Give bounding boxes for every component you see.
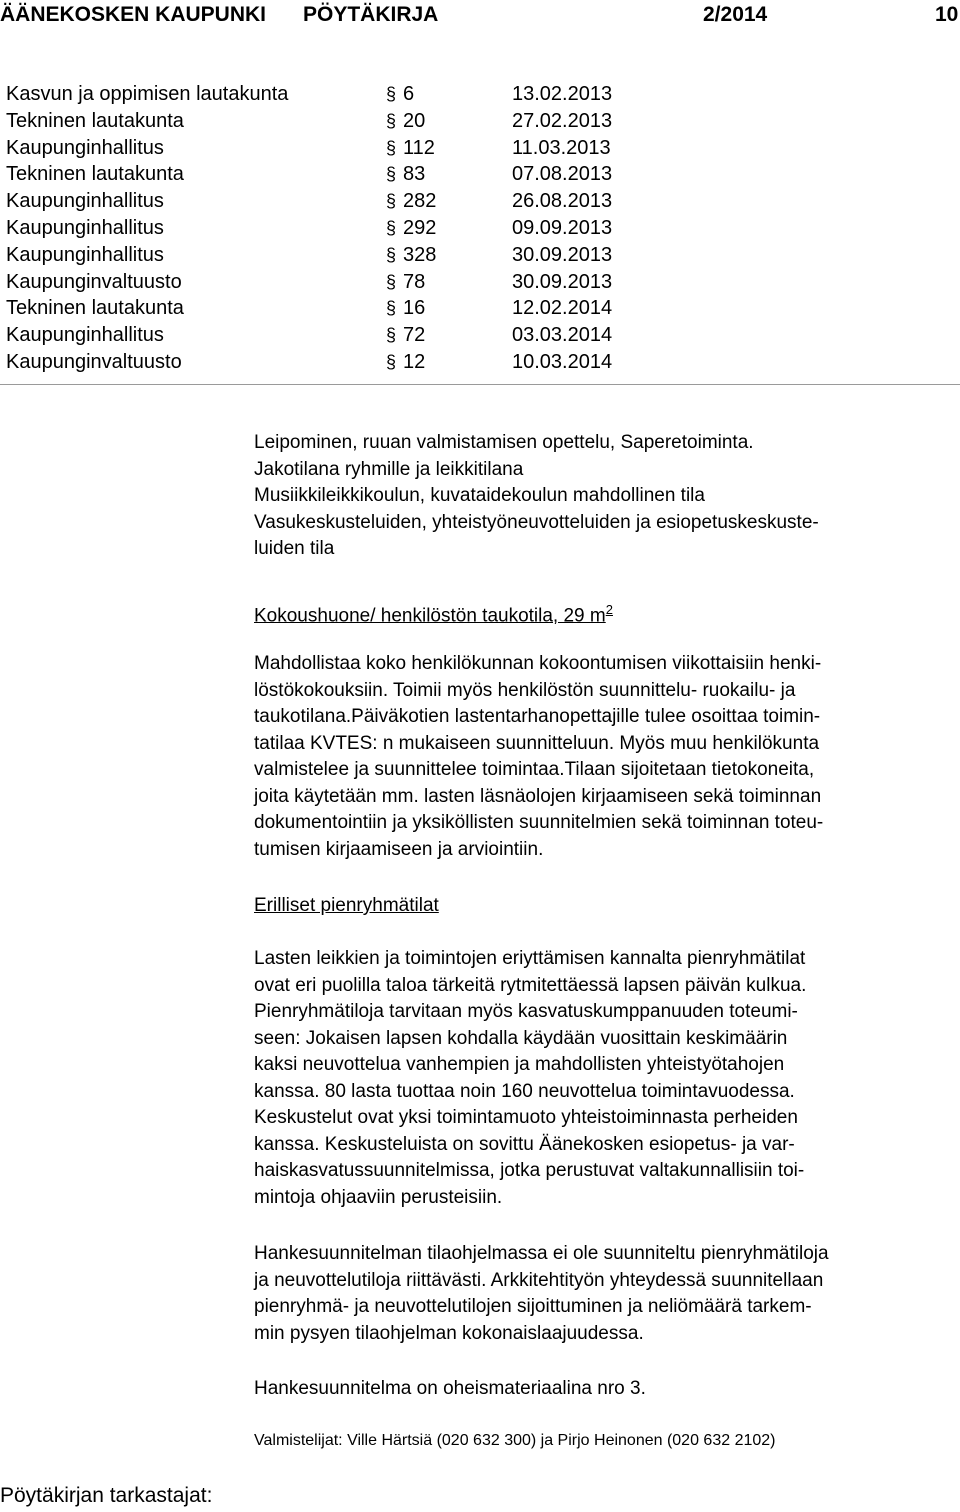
small-group-description — [254, 946, 960, 1211]
paragraph-line: ovat eri puolilla taloa tärkeitä rytmitettäessä lapsen päivän kulkua. — [254, 974, 807, 996]
history-section-number: 328 — [403, 243, 437, 266]
attachment-line: Hankesuunnitelma on oheismateriaalina nro 3. — [254, 1378, 646, 1399]
history-section-number: 20 — [403, 109, 426, 132]
paragraph-line: kaksi neuvottelua vanhempien ja mahdollisten yhteistyötahojen — [254, 1054, 785, 1075]
paragraph-line: Hankesuunnitelman tilaohjelmassa ei ole suunniteltu pienryhmätiloja — [254, 1243, 829, 1264]
paragraph-line: min pysyen tilaohjelman kokonaislaajuudessa. — [254, 1322, 644, 1344]
activity-list — [254, 430, 960, 563]
history-body: Kaupunginvaltuusto — [6, 270, 182, 293]
meeting-room-heading — [254, 597, 960, 630]
history-date: 30.09.2013 — [512, 243, 613, 266]
history-date: 27.02.2013 — [512, 109, 613, 132]
meeting-room-heading-text: Kokoushuone/ henkilöstön taukotila, 29 m — [254, 605, 606, 627]
paragraph-line: ja neuvottelutiloja riittävästi. Arkkitehtityön yhteydessä suunnitellaan — [254, 1269, 824, 1291]
paragraph-line: haiskasvatussuunnitelmissa, jotka perustuvat valtakunnallisiin toi- — [254, 1160, 805, 1181]
history-date: 26.08.2013 — [512, 190, 613, 213]
section-symbol: § — [386, 164, 397, 185]
paragraph-line: taukotilana.Päiväkotien lastentarhanopettajille tulee osoittaa toimin- — [254, 706, 821, 727]
history-row — [6, 188, 960, 215]
history-row — [6, 295, 960, 322]
paragraph-line: pienryhmä- ja neuvottelutilojen sijoittuminen ja neliömäärä tarkem- — [254, 1296, 812, 1317]
section-symbol: § — [386, 298, 397, 319]
history-section-number: 12 — [403, 350, 426, 373]
history-date: 12.02.2014 — [512, 297, 613, 320]
history-section-number: 6 — [403, 83, 415, 105]
minutes-checkers-label: Pöytäkirjan tarkastajat: — [0, 1484, 213, 1507]
history-section-number: 282 — [403, 190, 437, 213]
history-section-number: 16 — [403, 297, 426, 320]
history-date: 03.03.2014 — [512, 324, 613, 347]
section-symbol: § — [386, 110, 397, 131]
small-group-heading — [254, 893, 960, 920]
history-date: 07.08.2013 — [512, 163, 613, 186]
history-row — [6, 161, 960, 188]
paragraph-line: kanssa. Keskusteluista on sovittu Äänekosken esiopetus- ja var- — [254, 1133, 795, 1155]
history-row — [6, 108, 960, 135]
history-body: Tekninen lautakunta — [6, 163, 184, 186]
history-body: Tekninen lautakunta — [6, 297, 184, 320]
section-symbol: § — [386, 325, 397, 346]
city-name: ÄÄNEKOSKEN KAUPUNKI — [0, 3, 267, 26]
history-date: 30.09.2013 — [512, 270, 613, 293]
section-symbol: § — [386, 271, 397, 292]
section-symbol: § — [386, 217, 397, 238]
decision-history — [6, 81, 960, 376]
history-row — [6, 269, 960, 296]
paragraph-line: tumisen kirjaamiseen ja arviointiin. — [254, 838, 544, 860]
section-symbol: § — [386, 191, 397, 212]
history-row — [6, 242, 960, 269]
meeting-room-superscript: 2 — [605, 602, 613, 617]
section-symbol: § — [386, 84, 397, 104]
history-body: Kaupunginhallitus — [6, 243, 164, 266]
history-section-number: 72 — [403, 324, 426, 347]
paragraph-line: Lasten leikkien ja toimintojen eriyttämisen kannalta pienryhmätilat — [254, 948, 806, 969]
document-number: 2/2014 — [703, 3, 768, 26]
preparers-line: Valmistelijat: Ville Härtsiä (020 632 300) ja Pirjo Heinonen (020 632 2102) — [254, 1432, 776, 1449]
history-date: 11.03.2013 — [512, 136, 611, 159]
meeting-room-description — [254, 651, 960, 863]
history-body: Kasvun ja oppimisen lautakunta — [6, 83, 289, 105]
history-body: Kaupunginhallitus — [6, 136, 164, 159]
history-body: Kaupunginvaltuusto — [6, 350, 182, 373]
history-date: 09.09.2013 — [512, 216, 613, 239]
history-date: 10.03.2014 — [512, 350, 613, 373]
attachment-note — [254, 1376, 960, 1403]
page-number: 10 — [935, 3, 959, 26]
history-row — [6, 81, 960, 108]
history-body: Kaupunginhallitus — [6, 216, 164, 239]
paragraph-line: löstökokouksiin. Toimii myös henkilöstön suunnittelu- ruokailu- ja — [254, 679, 796, 701]
history-row — [6, 349, 960, 376]
history-date: 13.02.2013 — [512, 83, 613, 105]
history-row — [6, 215, 960, 242]
paragraph-line: kanssa. 80 lasta tuottaa noin 160 neuvottelua toimintavuodessa. — [254, 1080, 795, 1102]
section-symbol: § — [386, 244, 397, 265]
paragraph-line: mintoja ohjaaviin perusteisiin. — [254, 1186, 503, 1208]
list-line: Vasukeskusteluiden, yhteistyöneuvotteluiden ja esiopetuskeskuste- — [254, 511, 819, 533]
paragraph-line: valmistelee ja suunnittelee toimintaa.Tilaan sijoitetaan tietokoneita, — [254, 759, 815, 780]
history-body: Tekninen lautakunta — [6, 109, 184, 132]
paragraph-line: tatilaa KVTES: n mukaiseen suunnitteluun. Myös muu henkilökunta — [254, 732, 820, 754]
history-section-number: 292 — [403, 216, 437, 239]
list-line: Leipominen, ruuan valmistamisen opettelu, Saperetoiminta. — [254, 432, 754, 453]
list-line: luiden tila — [254, 538, 335, 559]
paragraph-line: dokumentointiin ja yksiköllisten suunnitelmien sekä toiminnan toteu- — [254, 812, 824, 833]
section-symbol: § — [386, 351, 397, 372]
paragraph-line: seen: Jokaisen lapsen kohdalla käydään vuosittain keskimäärin — [254, 1027, 788, 1049]
small-group-heading-text: Erilliset pienryhmätilat — [254, 895, 439, 916]
history-divider — [0, 384, 960, 385]
history-body: Kaupunginhallitus — [6, 190, 164, 213]
history-section-number: 78 — [403, 270, 426, 293]
history-section-number: 112 — [403, 136, 435, 159]
paragraph-line: joita käytetään mm. lasten läsnäolojen kirjaamiseen sekä toiminnan — [254, 785, 822, 807]
paragraph-line: Mahdollistaa koko henkilökunnan kokoontumisen viikottaisiin henki- — [254, 653, 822, 674]
paragraph-line: Pienryhmätiloja tarvitaan myös kasvatuskumppanuuden toteumi- — [254, 1001, 798, 1022]
list-line: Musiikkileikkikoulun, kuvataidekoulun mahdollinen tila — [254, 485, 705, 506]
plan-paragraph — [254, 1241, 960, 1347]
history-section-number: 83 — [403, 163, 426, 186]
history-body: Kaupunginhallitus — [6, 324, 164, 347]
document-header — [0, 0, 960, 30]
document-type: PÖYTÄKIRJA — [303, 3, 439, 26]
meeting-room-section — [254, 597, 960, 630]
section-symbol: § — [386, 137, 397, 158]
history-row — [6, 135, 960, 162]
paragraph-line: Keskustelut ovat yksi toimintamuoto yhteistoiminnasta perheiden — [254, 1107, 798, 1128]
history-row — [6, 322, 960, 349]
list-line: Jakotilana ryhmille ja leikkitilana — [254, 458, 524, 480]
